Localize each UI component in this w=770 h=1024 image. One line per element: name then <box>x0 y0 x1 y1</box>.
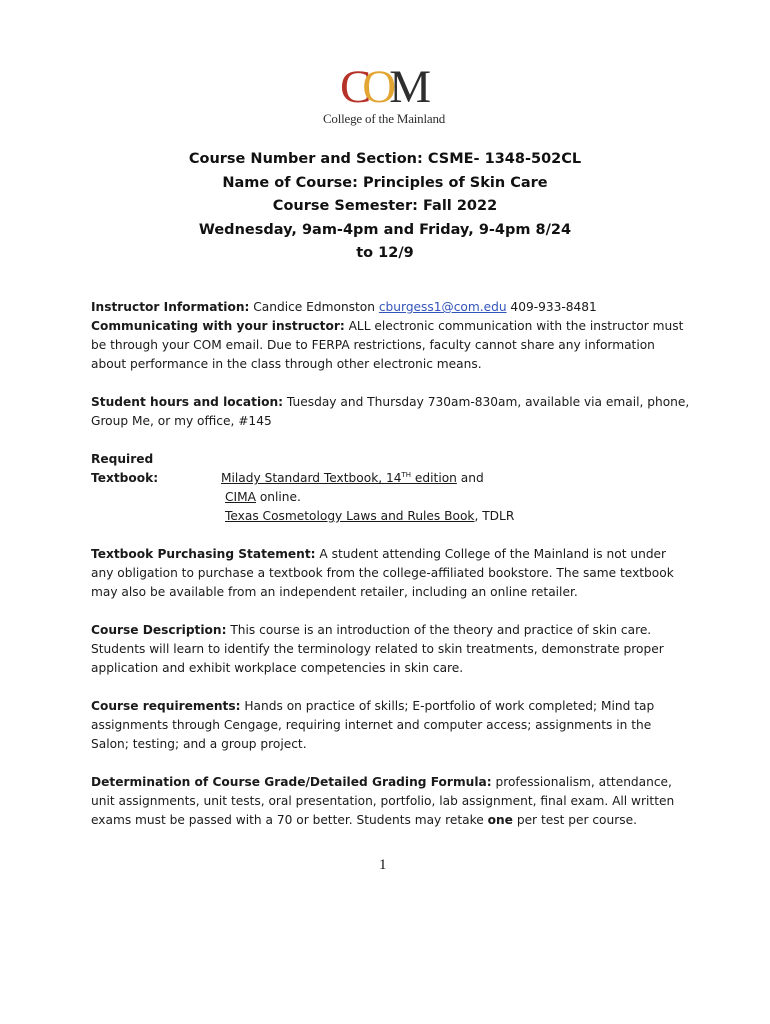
description-label: Course Description: <box>91 623 227 637</box>
textbook-label: Required Textbook: <box>91 452 159 485</box>
hours-label: Student hours and location: <box>91 395 284 409</box>
grading-text: professionalism, attendance, unit assignments, unit tests, oral presentation, portfolio, lab assignment, final exam. All written exams must be passed with a 70 or better. Students may retake <box>91 775 675 827</box>
hours-text: Tuesday and Thursday 730am-830am, available via email, phone, Group Me, or my office, #145 <box>91 395 690 428</box>
textbook-section: Required Textbook: Milady Standard Textbook, 14TH edition and CIMA online. Texas Cosmetology Laws and Rules Book, TDLR <box>91 452 515 523</box>
textbook-cima-link[interactable]: CIMA <box>225 490 256 504</box>
hours-section <box>91 393 691 431</box>
logo-mark: COM <box>339 61 429 113</box>
college-logo <box>318 61 450 130</box>
logo-text: College of the Mainland <box>322 111 446 126</box>
communicating-text: ALL electronic communication with the instructor must be through your COM email. Due to FERPA restrictions, faculty cannot share any information about performance in the class through other electronic means. <box>91 319 684 371</box>
requirements-text: Hands on practice of skills; E-portfolio of work completed; Mind tap assignments through Cengage, requiring internet and computer access; assignments in the Salon; testing; and a group project. <box>91 699 655 751</box>
instructor-info <box>91 298 691 317</box>
grading-bold-one: one <box>487 813 513 827</box>
grading-section: Determination of Course Grade/Detailed Grading Formula: professionalism, attendance, unit assignments, unit tests, oral presentation, portfolio, lab assignment, final exam. All written exams must be passed with a 70 or better. Students may retake one per test per course. <box>91 775 675 827</box>
course-semester: Course Semester: Fall 2022 <box>272 198 498 214</box>
description-text: This course is an introduction of the theory and practice of skin care. Students will learn to identify the terminology related to skin treatments, demonstrate proper application and exhibit workplace competencies in skin care. <box>91 623 664 675</box>
grading-label: Determination of Course Grade/Detailed Grading Formula: <box>91 775 492 789</box>
syllabus-body <box>91 298 691 830</box>
purchasing-label: Textbook Purchasing Statement: <box>91 547 316 561</box>
communicating-section <box>91 317 691 374</box>
requirements-section <box>91 697 691 754</box>
page-number: 1 <box>379 857 387 873</box>
instructor-name: Candice Edmonston <box>249 300 379 314</box>
course-header <box>150 148 620 266</box>
instructor-label: Instructor Information: <box>91 300 250 314</box>
instructor-phone: 409-933-8481 <box>506 300 597 314</box>
course-number: Course Number and Section: CSME- 1348-502CL <box>188 151 582 167</box>
purchasing-section <box>91 545 691 602</box>
course-schedule: Wednesday, 9am-4pm and Friday, 9-4pm 8/24 <box>198 221 572 238</box>
course-dates: to 12/9 <box>356 245 414 261</box>
instructor-email-link[interactable]: cburgess1@com.edu <box>378 300 507 314</box>
communicating-label: Communicating with your instructor: <box>91 319 345 333</box>
textbook-milady-link[interactable]: Milady Standard Textbook, 14TH edition <box>221 470 457 485</box>
purchasing-text: A student attending College of the Mainland is not under any obligation to purchase a textbook from the college-affiliated bookstore. The same textbook may also be available from an independent retailer, including an online retailer. <box>91 547 674 599</box>
description-section <box>91 621 691 678</box>
textbook-texas-laws-link[interactable]: Texas Cosmetology Laws and Rules Book <box>225 509 475 523</box>
course-name: Name of Course: Principles of Skin Care <box>222 174 548 191</box>
requirements-label: Course requirements: <box>91 699 241 713</box>
